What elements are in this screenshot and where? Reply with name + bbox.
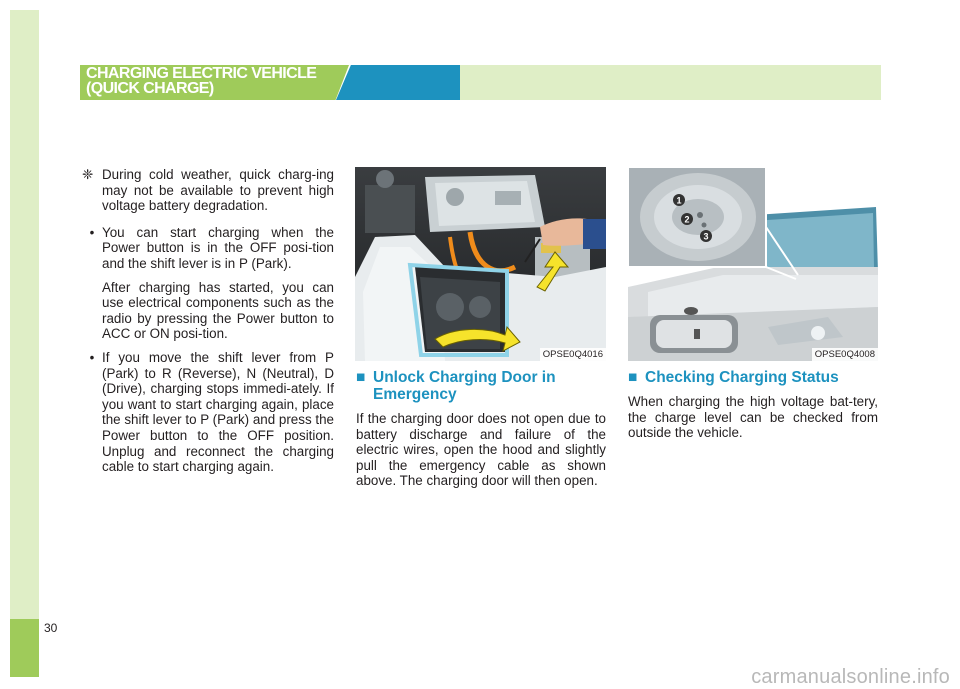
- engine-bay-figure: [355, 167, 606, 361]
- right-column: [628, 369, 878, 441]
- callout-2: [681, 213, 693, 225]
- header-blue-block: [336, 65, 460, 100]
- bullet-text: You can start charging when the Power button is in the OFF posi-tion and the shift lever is in P (Park).: [102, 224, 334, 271]
- section-heading-text: Checking Charging Status: [645, 369, 839, 386]
- section-header: [80, 65, 881, 100]
- section-heading-text: Unlock Charging Door in Emergency: [373, 369, 556, 403]
- bullet-icon: •: [89, 349, 95, 365]
- section-body: When charging the high voltage bat-tery, the charge level can be checked from outside the vehicle.: [628, 394, 878, 441]
- section-heading: [628, 369, 878, 386]
- page-number: 30: [44, 621, 58, 635]
- watermark: carmanualsonline.info: [751, 666, 950, 688]
- cold-weather-note: [82, 167, 334, 214]
- svg-text:2: 2: [684, 214, 690, 225]
- svg-text:1: 1: [676, 195, 682, 206]
- note-icon: ❈: [82, 167, 94, 182]
- svg-text:3: 3: [703, 231, 709, 242]
- section-body: If the charging door does not open due to battery discharge and failure of the electric wires, open the hood and slightly pull the emergency cable as shown above. The charging door will then open.: [356, 411, 606, 489]
- bullet-continuation: After charging has started, you can use electrical components such as the radio by pressing the Power button to ACC or ON posi-tion.: [102, 279, 334, 342]
- bullet-item: [82, 225, 334, 272]
- side-strip: [10, 10, 39, 619]
- bullet-icon: •: [89, 224, 95, 240]
- figure-caption: OPSE0Q4008: [812, 348, 878, 361]
- bullet-item: [82, 350, 334, 475]
- callout-1: [673, 194, 685, 206]
- note-text: During cold weather, quick charg-ing may not be available to prevent high voltage battery degradation.: [102, 167, 334, 214]
- middle-column: [356, 369, 606, 489]
- square-bullet-icon: ■: [356, 369, 366, 386]
- bullet-text: If you move the shift lever from P (Park) to R (Reverse), N (Neutral), D (Drive), charging stops immedi-ately. If you want to start charging again, place the shift lever to P (Park) and press the Power button to the OFF position. Unplug and reconnect the charging cable to start charging again.: [102, 349, 334, 475]
- page-tab: [10, 619, 39, 677]
- figure-caption: OPSE0Q4016: [540, 348, 606, 361]
- header-title: CHARGING ELECTRIC VEHICLE (QUICK CHARGE): [86, 65, 317, 97]
- left-column: [82, 167, 334, 483]
- engine-bay-emergency-cable-illustration: [355, 167, 606, 361]
- car-front-charge-indicator-illustration: [628, 167, 878, 361]
- callout-3: [700, 230, 712, 242]
- header-light-block: [460, 65, 881, 100]
- square-bullet-icon: ■: [628, 369, 638, 386]
- section-heading: [356, 369, 606, 403]
- charge-status-figure: [628, 167, 878, 361]
